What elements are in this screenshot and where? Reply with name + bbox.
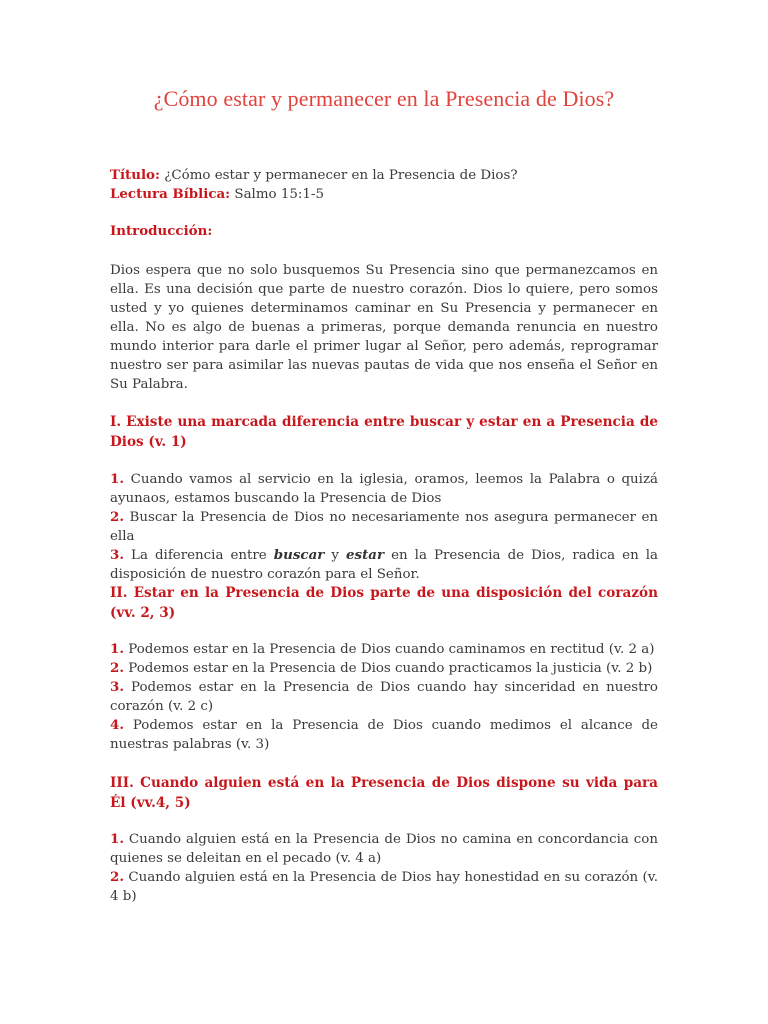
list-item xyxy=(110,830,658,868)
section-heading-2: II. Estar en la Presencia de Dios parte de una disposición del corazón (vv. 2, 3) xyxy=(110,585,658,621)
intro-heading: Introducción: xyxy=(110,223,213,239)
item-text: Podemos estar en la Presencia de Dios cuando hay sinceridad en nuestro corazón (v. 2 c) xyxy=(110,680,658,714)
item-number: 1. xyxy=(110,471,124,487)
document-meta xyxy=(110,166,658,204)
meta-lectura-row xyxy=(110,185,658,204)
titulo-value: ¿Cómo estar y permanecer en la Presencia de Dios? xyxy=(164,168,518,183)
item-number: 2. xyxy=(110,660,124,676)
list-item xyxy=(110,678,658,716)
item-number: 2. xyxy=(110,509,124,525)
item-text: y xyxy=(331,548,339,563)
section-1-list xyxy=(110,470,658,584)
item-number: 2. xyxy=(110,869,124,885)
item-number: 3. xyxy=(110,547,124,563)
item-number: 4. xyxy=(110,717,124,733)
section-2-list xyxy=(110,640,658,754)
page-title: ¿Cómo estar y permanecer en la Presencia de Dios? xyxy=(153,86,615,111)
item-number: 3. xyxy=(110,679,124,695)
list-item xyxy=(110,659,658,678)
item-number: 1. xyxy=(110,831,124,847)
list-item xyxy=(110,470,658,508)
emphasis-buscar: buscar xyxy=(273,547,325,563)
meta-titulo-row xyxy=(110,166,658,185)
intro-paragraph: Dios espera que no solo busquemos Su Presencia sino que permanezcamos en ella. Es una decisión que parte de nuestro corazón. Dios lo quiere, pero somos usted y yo quienes determinamos caminar en Su Presencia y permanecer en ella. No es algo de buenas a primeras, porque demanda renuncia en nuestro mundo interior para darle el primer lugar al Señor, pero además, reprogramar nuestro ser para asimilar las nuevas pautas de vida que nos enseña el Señor en Su Palabra. xyxy=(110,263,658,392)
section-heading-1: I. Existe una marcada diferencia entre buscar y estar en a Presencia de Dios (v. 1) xyxy=(110,414,658,450)
item-text: Buscar la Presencia de Dios no necesariamente nos asegura permanecer en ella xyxy=(110,510,658,544)
lectura-value: Salmo 15:1-5 xyxy=(234,187,324,202)
item-text: Cuando vamos al servicio en la iglesia, oramos, leemos la Palabra o quizá ayunaos, estamos buscando la Presencia de Dios xyxy=(110,472,658,506)
item-text: Cuando alguien está en la Presencia de Dios no camina en concordancia con quienes se deleitan en el pecado (v. 4 a) xyxy=(110,832,658,866)
item-text: Podemos estar en la Presencia de Dios cuando practicamos la justicia (v. 2 b) xyxy=(128,661,653,676)
item-text: La diferencia entre xyxy=(131,548,267,563)
item-text: Podemos estar en la Presencia de Dios cuando medimos el alcance de nuestras palabras (v. 3) xyxy=(110,718,658,752)
section-3-list xyxy=(110,830,658,906)
list-item xyxy=(110,640,658,659)
section-heading-3: III. Cuando alguien está en la Presencia de Dios dispone su vida para Él (vv.4, 5) xyxy=(110,775,658,811)
list-item xyxy=(110,546,658,584)
list-item xyxy=(110,868,658,906)
list-item xyxy=(110,716,658,754)
lectura-label: Lectura Bíblica: xyxy=(110,186,231,202)
item-text: en la Presencia de Dios, radica en la disposición de nuestro corazón para el Señor. xyxy=(110,548,659,582)
item-text: Cuando alguien está en la Presencia de Dios hay honestidad en su corazón (v. 4 b) xyxy=(110,870,658,904)
titulo-label: Título: xyxy=(110,167,160,183)
list-item xyxy=(110,508,658,546)
item-number: 1. xyxy=(110,641,124,657)
item-text: Podemos estar en la Presencia de Dios cuando caminamos en rectitud (v. 2 a) xyxy=(128,642,655,657)
emphasis-estar: estar xyxy=(346,547,385,563)
